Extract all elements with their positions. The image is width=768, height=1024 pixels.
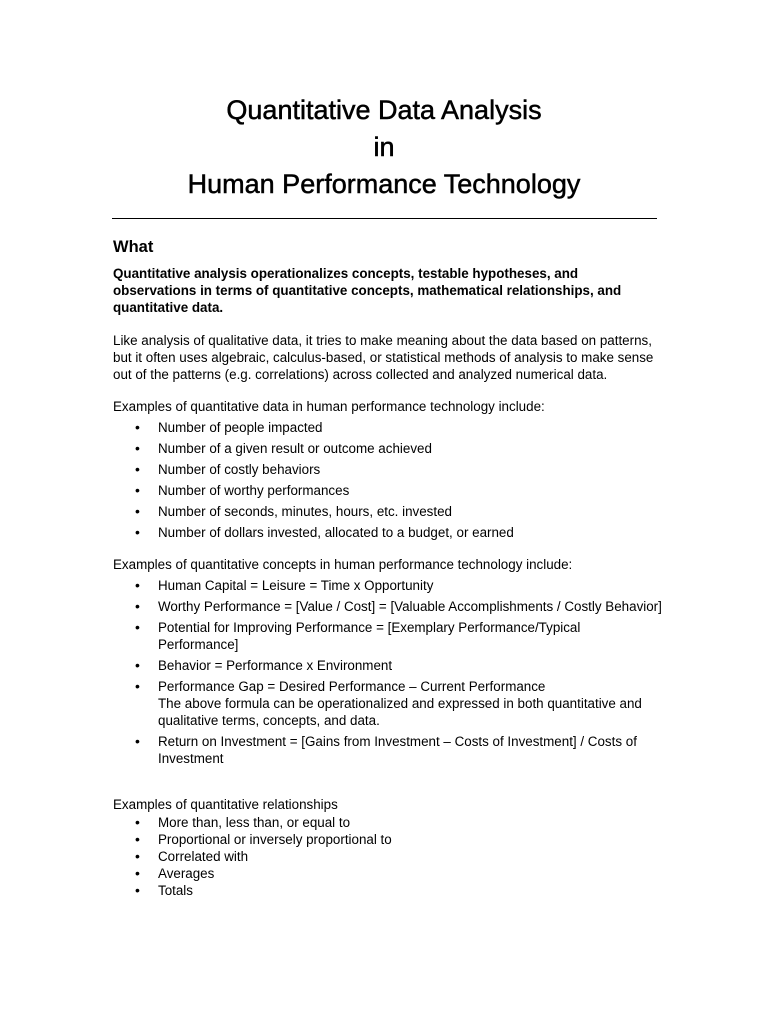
- bullet-icon: •: [135, 657, 140, 673]
- bullet-icon: •: [135, 461, 140, 477]
- list-item: [113, 831, 663, 848]
- bullet-icon: •: [135, 503, 140, 519]
- relationship-examples-list: [113, 814, 663, 899]
- lead-paragraph: Quantitative analysis operationalizes concepts, testable hypotheses, and observations in terms of quantitative concepts, mathematical relationships, and quantitative data.: [113, 266, 622, 315]
- list-item: [113, 503, 663, 520]
- bullet-icon: •: [135, 482, 140, 498]
- bullet-icon: •: [135, 419, 140, 435]
- list-item-text: Number of people impacted: [158, 420, 323, 435]
- body-paragraph: Like analysis of qualitative data, it tries to make meaning about the data based on patterns, but it often uses algebraic, calculus-based, or statistical methods of analysis to make sense out of the patterns (e.g. correlations) across collected and analyzed numerical data.: [113, 333, 654, 382]
- list-item: [113, 848, 663, 865]
- document-body: [113, 236, 663, 899]
- list-item: [113, 882, 663, 899]
- list-item: [113, 678, 663, 729]
- title-line-1: Quantitative Data Analysis: [226, 95, 542, 125]
- list-item: [113, 419, 663, 436]
- list-item-text: Worthy Performance = [Value / Cost] = [Valuable Accomplishments / Costly Behavior]: [158, 599, 662, 614]
- bullet-icon: •: [135, 678, 140, 694]
- bullet-icon: •: [135, 865, 140, 881]
- list-item: [113, 461, 663, 478]
- concept-examples-list: [113, 577, 663, 767]
- title-line-3: Human Performance Technology: [187, 169, 581, 199]
- list-item-text: Totals: [158, 883, 193, 898]
- list-item: [113, 524, 663, 541]
- list-item-text: Number of costly behaviors: [158, 462, 321, 477]
- list-item-text: Human Capital = Leisure = Time x Opportunity: [158, 578, 434, 593]
- bullet-icon: •: [135, 831, 140, 847]
- list-item-text: Number of dollars invested, allocated to a budget, or earned: [158, 525, 514, 540]
- list-item: [113, 619, 663, 653]
- bullet-icon: •: [135, 619, 140, 635]
- bullet-icon: •: [135, 577, 140, 593]
- list-item: [113, 577, 663, 594]
- list-item-text: Potential for Improving Performance = [Exemplary Performance/Typical Performance]: [158, 620, 581, 652]
- list-item-text: Behavior = Performance x Environment: [158, 658, 393, 673]
- document-title: [0, 92, 768, 203]
- list-item: [113, 482, 663, 499]
- list-item: [113, 814, 663, 831]
- data-examples-list: [113, 419, 663, 541]
- bullet-icon: •: [135, 848, 140, 864]
- list-item: [113, 865, 663, 882]
- performance-gap-note: The above formula can be operationalized and expressed in both quantitative and qualitative terms, concepts, and data.: [158, 696, 642, 728]
- list-item: [113, 598, 663, 615]
- list-item-text: Number of a given result or outcome achieved: [158, 441, 432, 456]
- bullet-icon: •: [135, 598, 140, 614]
- list-item-text: Return on Investment = [Gains from Investment – Costs of Investment] / Costs of Investment: [158, 734, 637, 766]
- title-line-2: in: [373, 132, 395, 162]
- list-item-text: Proportional or inversely proportional to: [158, 832, 392, 847]
- list-item-text: Averages: [158, 866, 215, 881]
- section-heading-what: What: [113, 238, 154, 256]
- list-item-text: More than, less than, or equal to: [158, 815, 351, 830]
- bullet-icon: •: [135, 814, 140, 830]
- list-item: [113, 733, 663, 767]
- relationship-examples-intro: Examples of quantitative relationships: [113, 797, 338, 812]
- list-item-text: Number of seconds, minutes, hours, etc. invested: [158, 504, 452, 519]
- concept-examples-intro: Examples of quantitative concepts in human performance technology include:: [113, 557, 573, 572]
- data-examples-intro: Examples of quantitative data in human performance technology include:: [113, 399, 545, 414]
- list-item-text: Correlated with: [158, 849, 249, 864]
- title-divider: [112, 218, 657, 219]
- spacer: [113, 782, 663, 796]
- bullet-icon: •: [135, 733, 140, 749]
- list-item: [113, 657, 663, 674]
- bullet-icon: •: [135, 440, 140, 456]
- list-item-text: Number of worthy performances: [158, 483, 350, 498]
- list-item-text: Performance Gap = Desired Performance – Current Performance: [158, 679, 546, 694]
- bullet-icon: •: [135, 882, 140, 898]
- bullet-icon: •: [135, 524, 140, 540]
- list-item: [113, 440, 663, 457]
